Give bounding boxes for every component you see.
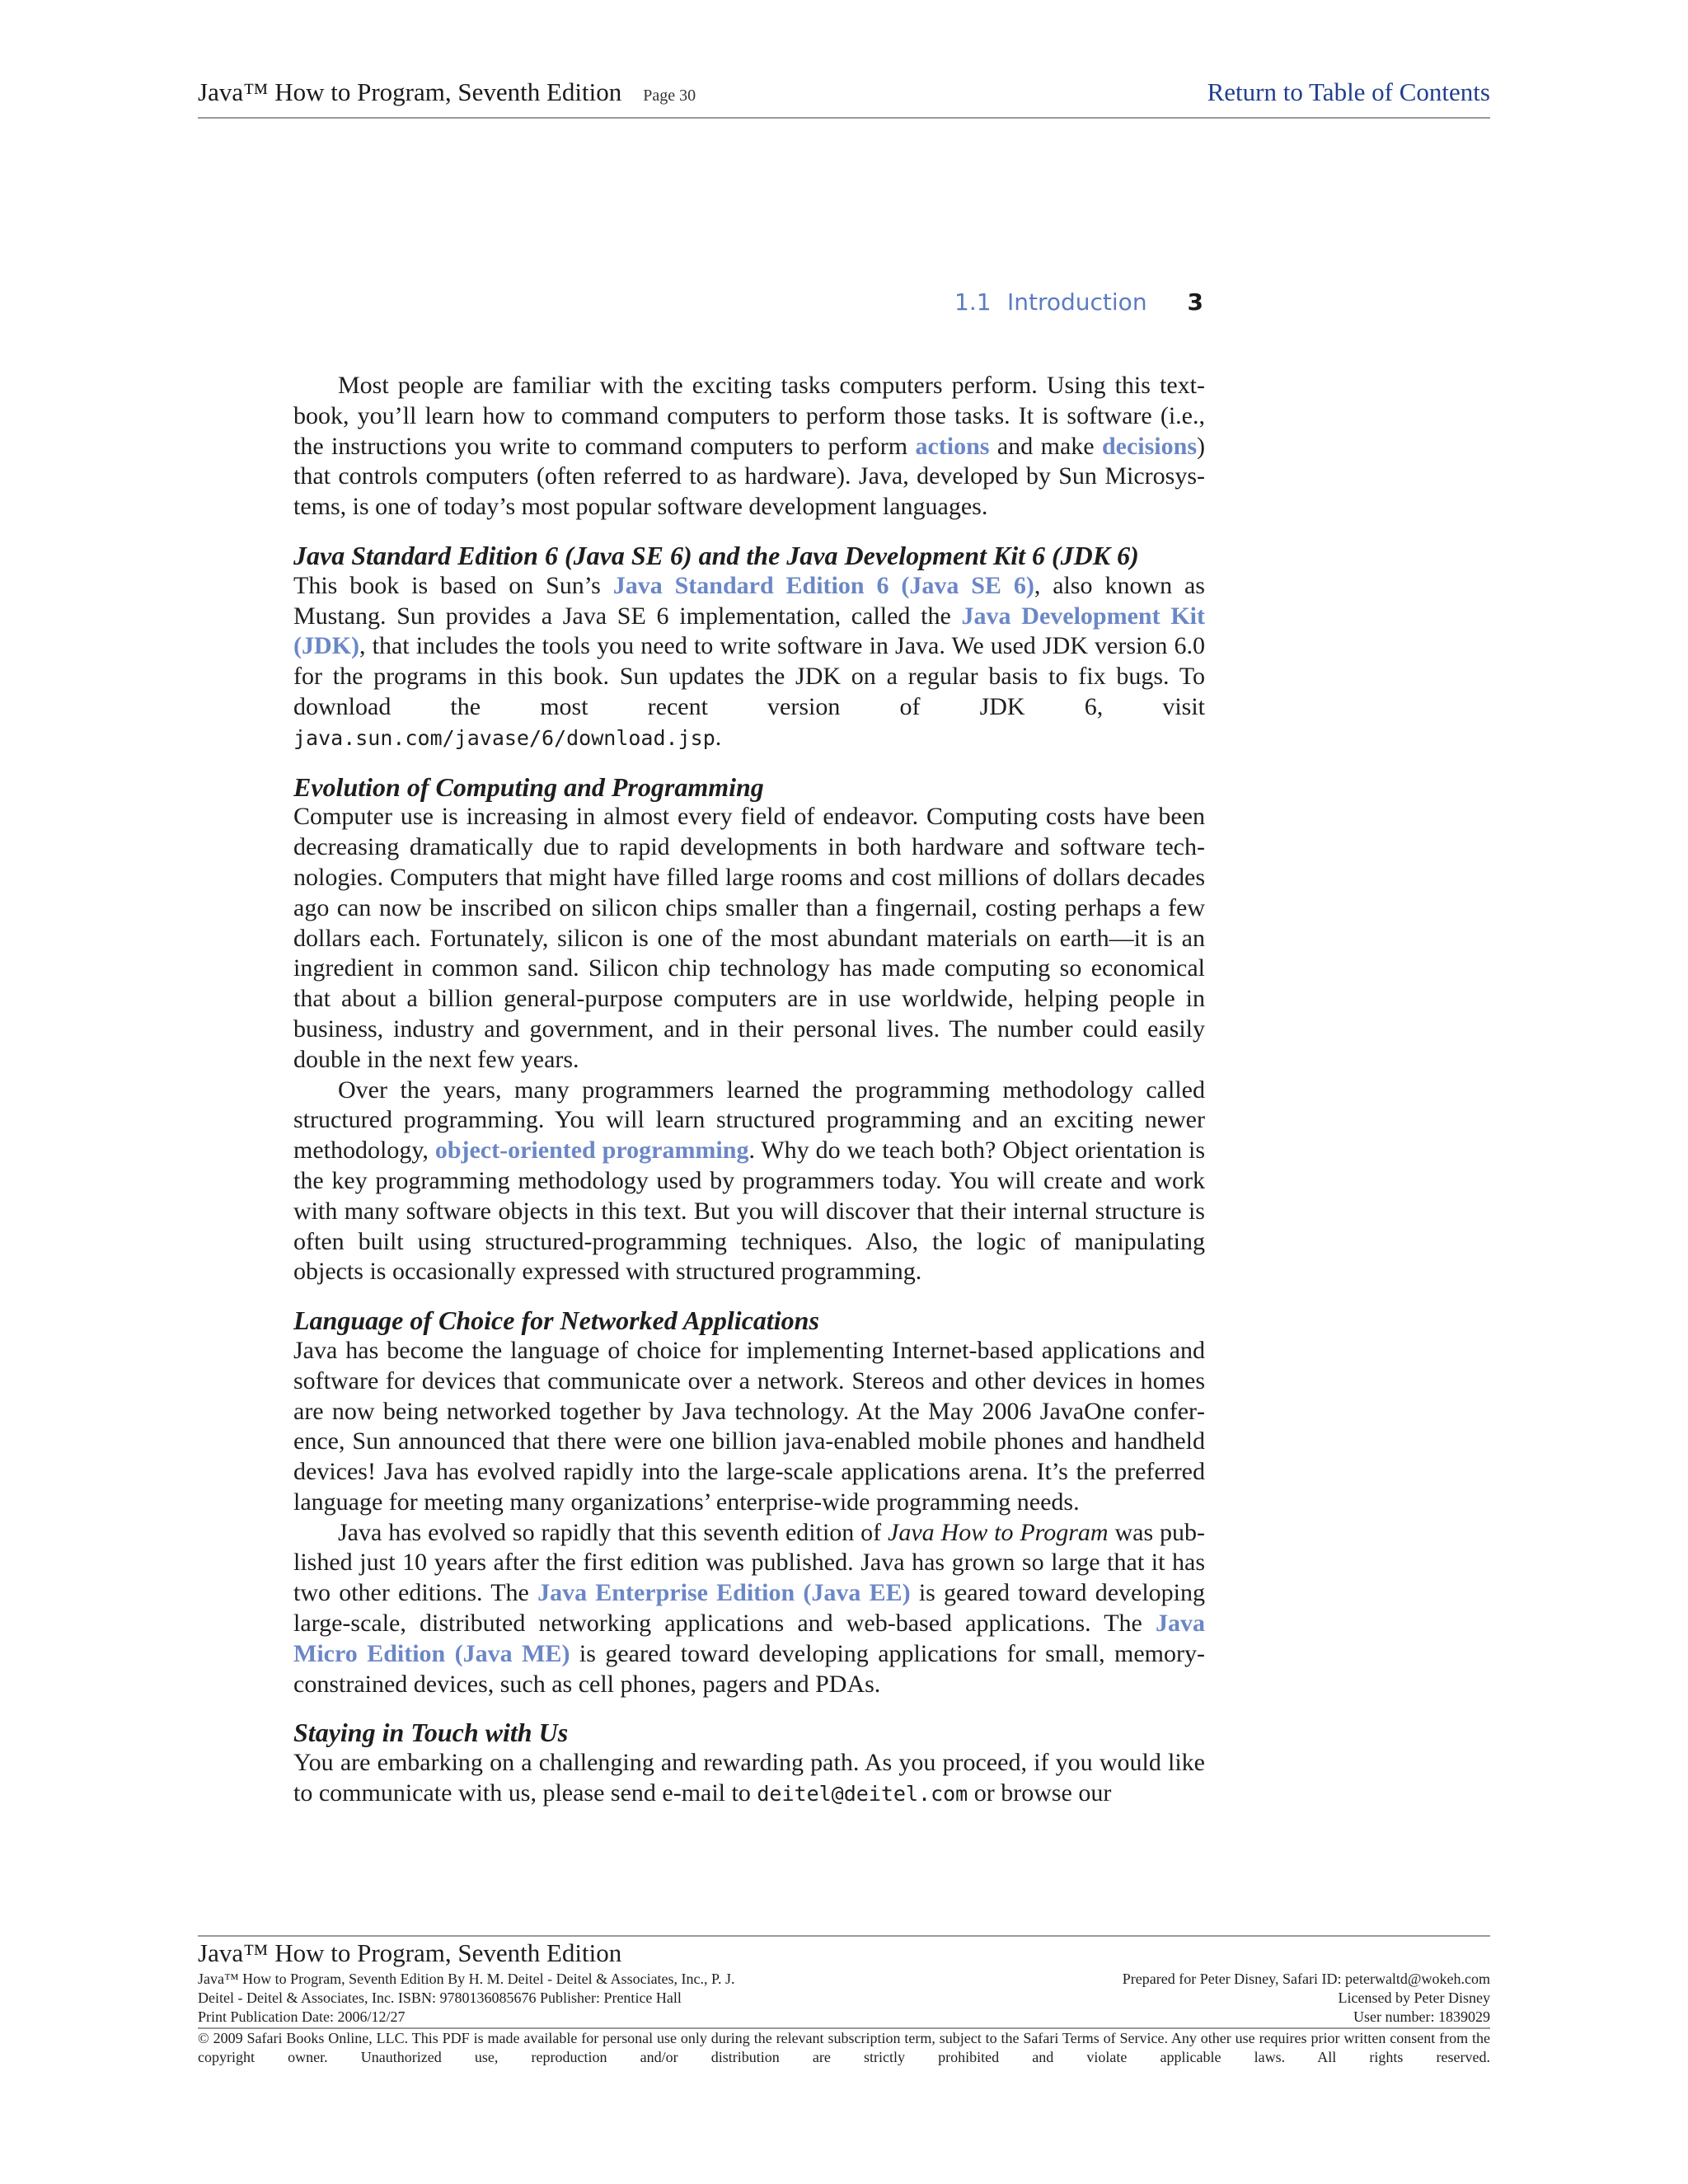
- section-title: Introduction: [1007, 288, 1147, 316]
- footer-row: [198, 1989, 1490, 2008]
- footer-copyright: © 2009 Safari Books Online, LLC. This PDF is made available for personal use only during the relevant subscription term, subject to the Safari Terms of Service. Any other use requires prior written consent from the copyright owner. Unauthorized use, reproduction and/or distribution are strictly prohibited and violate applicable laws. All rights reserved.: [198, 2027, 1490, 2067]
- text-run: ) that controls computers (often referred to as hardware). Java, developed by Sun Microsystems, is one of today’s most popular software development languages.: [293, 432, 1206, 521]
- heading-java-se6-jdk6: Java Standard Edition 6 (Java SE 6) and the Java Development Kit 6 (JDK 6): [293, 540, 1139, 570]
- footer-authors: Java™ How to Program, Seventh Edition By H. M. Deitel - Deitel & Associates, Inc., P. J.: [198, 1971, 735, 1987]
- text-run: , that includes the tools you need to write software in Java. We used JDK version 6.0 for the programs in this book. Sun updates the JDK on a regular basis to fix bugs. To download the most recent version of JDK 6, visit: [293, 632, 1205, 720]
- text-run: or browse our: [968, 1779, 1112, 1807]
- text-run: .: [715, 723, 722, 751]
- email-address: deitel@deitel.com: [757, 1782, 968, 1807]
- section-number: 1.1: [954, 288, 992, 316]
- paragraph-contact: [293, 1748, 1205, 1810]
- text-run: This book is based on Sun’s: [293, 571, 613, 599]
- link-java-se6[interactable]: Java Standard Edition 6 (Java SE 6): [612, 571, 1034, 599]
- text-run: Most people are familiar with the exciting tasks computers perform. Using this textbook, you’ll learn how to command computers to perform those tasks. It is software (i.e., the instructions you write to command computers to perform: [293, 372, 1205, 460]
- header-title-text: Java™ How to Program, Seventh Edition: [198, 77, 622, 106]
- text-run: Over the years, many programmers learned the programming methodology called structured programming. You will learn structured programming and an exciting newer methodology,: [293, 1076, 1205, 1165]
- paragraph-java-se6: [293, 571, 1205, 754]
- text-run: . Why do we teach both? Object orientation is the key programming methodology used by programmers today. You will create and work with many software objects in this text. But you will discover that their internal structure is often built using structured-programming techniques. Also, the logic of manipulating objects is occasionally expressed with structured programming.: [293, 1137, 1206, 1286]
- heading-staying-in-touch: Staying in Touch with Us: [293, 1718, 569, 1748]
- paragraph-intro: [293, 371, 1205, 523]
- footer-row: [198, 1970, 1490, 1989]
- link-object-oriented-programming[interactable]: object-oriented programming: [434, 1137, 749, 1165]
- paragraph-editions: [293, 1518, 1205, 1700]
- paragraph-networked: Java has become the language of choice for implementing Internet-based applications and software for devices that communicate over a network. Stereos and other devices in homes are now being networked together by Java technology. At the May 2006 JavaOne conference, Sun announced that there were one billion java-enabled mobile phones and handheld devices! Java has evolved rapidly into the large-scale applications arena. It’s the preferred language for meeting many organizations’ enterprise-wide programming needs.: [293, 1336, 1205, 1516]
- header-page-number: Page 30: [643, 87, 696, 105]
- page-footer: [198, 1935, 1490, 2067]
- download-url: java.sun.com/javase/6/download.jsp: [293, 725, 715, 750]
- footer-licensed-by: Licensed by Peter Disney: [1338, 1990, 1490, 2006]
- text-run: and make: [989, 432, 1102, 460]
- text-run: was published just 10 years after the first edition was published. Java has grown so large that it has two other editions. The: [293, 1518, 1206, 1607]
- page-body: [293, 371, 1205, 1810]
- footer-user-number: User number: 1839029: [1353, 2008, 1490, 2025]
- page-header: [198, 77, 1490, 119]
- link-jdk[interactable]: Java Development Kit (JDK): [293, 602, 1205, 660]
- text-run: is geared toward developing applications for small, memory-constrained devices, such as cell phones, pagers and PDAs.: [293, 1639, 1205, 1698]
- heading-evolution: Evolution of Computing and Programming: [293, 771, 764, 802]
- footer-prepared-for: Prepared for Peter Disney, Safari ID: peterwaltd@wokeh.com: [1122, 1971, 1490, 1987]
- footer-isbn: Deitel - Deitel & Associates, Inc. ISBN: 9780136085676 Publisher: Prentice Hall: [198, 1990, 682, 2006]
- footer-book-title: Java™ How to Program, Seventh Edition: [198, 1938, 622, 1967]
- header-book-title: [198, 77, 696, 107]
- text-run: , also known as Mustang. Sun provides a Java SE 6 implementation, called the: [293, 571, 1205, 630]
- link-java-me[interactable]: Java Micro Edition (Java ME): [293, 1610, 1205, 1667]
- footer-publication-date: Print Publication Date: 2006/12/27: [198, 2008, 406, 2025]
- book-title-italic: Java How to Program: [888, 1518, 1109, 1546]
- text-run: Java has evolved so rapidly that this seventh edition of: [338, 1518, 889, 1546]
- paragraph-oop: [293, 1076, 1205, 1288]
- paragraph-evolution: Computer use is increasing in almost every field of endeavor. Computing costs have been decreasing dramatically due to rapid developments in both hardware and software technologies. Computers that might have filled large rooms and cost millions of dollars decades ago can now be inscribed on silicon chips smaller than a fingernail, costing perhaps a few dollars each. Fortunately, silicon is one of the most abundant materials on earth—it is an ingredient in common sand. Silicon chip technology has made computing so economical that about a billion general-purpose computers are in use worldwide, helping people in business, industry and government, and in their personal lives. The number could easily double in the next few years.: [293, 803, 1205, 1073]
- link-decisions[interactable]: decisions: [1101, 432, 1198, 460]
- footer-row: [198, 2008, 1490, 2027]
- text-run: is geared toward developing large-scale, distributed networking applications and web-based applications. The: [293, 1579, 1206, 1638]
- book-page-number: 3: [1187, 288, 1203, 316]
- link-java-ee[interactable]: Java Enterprise Edition (Java EE): [537, 1579, 911, 1607]
- link-actions[interactable]: actions: [915, 432, 990, 460]
- heading-networked-applications: Language of Choice for Networked Applications: [293, 1305, 819, 1336]
- return-to-toc-link[interactable]: Return to Table of Contents: [1207, 77, 1490, 106]
- text-run: You are embarking on a challenging and rewarding path. As you proceed, if you would like to communicate with us, please send e-mail to: [293, 1749, 1205, 1807]
